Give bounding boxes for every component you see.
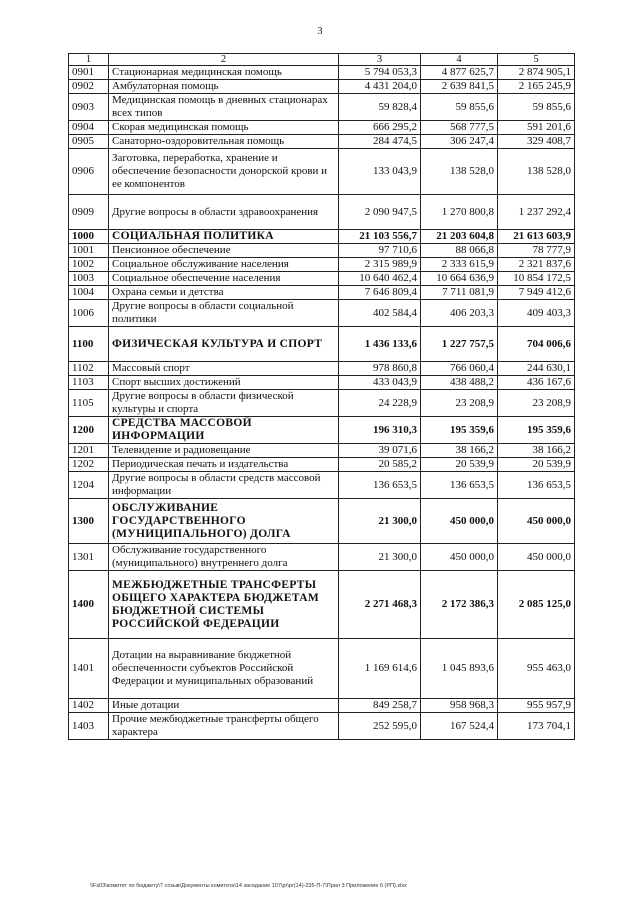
table-row (69, 300, 575, 327)
header-col-2: 2 (109, 54, 339, 66)
row-value-col5: 2 874 905,1 (498, 66, 575, 80)
budget-table (68, 53, 575, 740)
row-value-col5: 195 359,6 (498, 417, 575, 444)
row-value-col3: 21 300,0 (339, 544, 421, 571)
row-value-col5: 38 166,2 (498, 444, 575, 458)
row-code: 1102 (69, 362, 109, 376)
row-value-col4: 2 639 841,5 (421, 80, 498, 94)
row-value-col4: 7 711 081,9 (421, 286, 498, 300)
row-code: 1201 (69, 444, 109, 458)
row-value-col5: 955 957,9 (498, 699, 575, 713)
row-value-col4: 2 172 386,3 (421, 571, 498, 639)
row-code: 1301 (69, 544, 109, 571)
row-name: Прочие межбюджетные трансферты общего характера (109, 713, 339, 740)
row-name: Стационарная медицинская помощь (109, 66, 339, 80)
row-code: 1002 (69, 258, 109, 272)
row-value-col5: 2 165 245,9 (498, 80, 575, 94)
row-value-col3: 1 169 614,6 (339, 639, 421, 699)
file-path-footer: \\Fs03\комитет по бюджету\7 созыв\Документы комитета\14 заседание 107\pr\pr(14)-235-П-7\Прил 3 Приложение 6 (РП).xlsx (90, 883, 407, 889)
row-value-col4: 38 166,2 (421, 444, 498, 458)
row-name: Амбулаторная помощь (109, 80, 339, 94)
row-code: 0905 (69, 135, 109, 149)
table-row (69, 699, 575, 713)
table-row (69, 272, 575, 286)
row-value-col5: 59 855,6 (498, 94, 575, 121)
row-value-col3: 7 646 809,4 (339, 286, 421, 300)
table-row (69, 66, 575, 80)
row-code: 1400 (69, 571, 109, 639)
row-value-col5: 20 539,9 (498, 458, 575, 472)
row-code: 1100 (69, 327, 109, 362)
table-header-row (69, 54, 575, 66)
row-value-col4: 88 066,8 (421, 244, 498, 258)
row-value-col3: 252 595,0 (339, 713, 421, 740)
row-value-col3: 59 828,4 (339, 94, 421, 121)
row-code: 1003 (69, 272, 109, 286)
row-code: 1001 (69, 244, 109, 258)
row-value-col3: 284 474,5 (339, 135, 421, 149)
table-row (69, 149, 575, 195)
header-col-5: 5 (498, 54, 575, 66)
row-value-col3: 2 271 468,3 (339, 571, 421, 639)
table-row (69, 639, 575, 699)
row-value-col4: 306 247,4 (421, 135, 498, 149)
header-col-1: 1 (69, 54, 109, 66)
row-value-col3: 433 043,9 (339, 376, 421, 390)
row-code: 1204 (69, 472, 109, 499)
row-value-col3: 5 794 053,3 (339, 66, 421, 80)
row-value-col4: 406 203,3 (421, 300, 498, 327)
row-code: 0906 (69, 149, 109, 195)
row-name: Скорая медицинская помощь (109, 121, 339, 135)
table-row (69, 258, 575, 272)
row-value-col5: 450 000,0 (498, 499, 575, 544)
row-value-col5: 78 777,9 (498, 244, 575, 258)
row-name: Периодическая печать и издательства (109, 458, 339, 472)
row-value-col4: 21 203 604,8 (421, 230, 498, 244)
row-code: 0901 (69, 66, 109, 80)
row-code: 1105 (69, 390, 109, 417)
row-value-col4: 4 877 625,7 (421, 66, 498, 80)
row-value-col5: 138 528,0 (498, 149, 575, 195)
header-col-3: 3 (339, 54, 421, 66)
row-value-col5: 329 408,7 (498, 135, 575, 149)
row-name: Иные дотации (109, 699, 339, 713)
table-row (69, 94, 575, 121)
table-row (69, 362, 575, 376)
row-name: Дотации на выравнивание бюджетной обеспеченности субъектов Российской Федерации и муниципальных образований (109, 639, 339, 699)
row-value-col4: 2 333 615,9 (421, 258, 498, 272)
table-row (69, 444, 575, 458)
table-row (69, 286, 575, 300)
row-value-col4: 1 270 800,8 (421, 195, 498, 230)
table-row (69, 195, 575, 230)
row-value-col5: 955 463,0 (498, 639, 575, 699)
row-code: 1402 (69, 699, 109, 713)
row-name: Спорт высших достижений (109, 376, 339, 390)
row-value-col3: 20 585,2 (339, 458, 421, 472)
table-row (69, 121, 575, 135)
row-name: Социальное обеспечение населения (109, 272, 339, 286)
row-value-col3: 10 640 462,4 (339, 272, 421, 286)
row-value-col5: 704 006,6 (498, 327, 575, 362)
row-value-col5: 244 630,1 (498, 362, 575, 376)
row-value-col4: 59 855,6 (421, 94, 498, 121)
row-name: Пенсионное обеспечение (109, 244, 339, 258)
row-value-col3: 97 710,6 (339, 244, 421, 258)
row-value-col5: 436 167,6 (498, 376, 575, 390)
row-value-col4: 766 060,4 (421, 362, 498, 376)
row-value-col3: 1 436 133,6 (339, 327, 421, 362)
row-name: Другие вопросы в области физической культуры и спорта (109, 390, 339, 417)
row-code: 0909 (69, 195, 109, 230)
table-row (69, 244, 575, 258)
table-row (69, 472, 575, 499)
row-name: Массовый спорт (109, 362, 339, 376)
row-code: 1401 (69, 639, 109, 699)
row-name: МЕЖБЮДЖЕТНЫЕ ТРАНСФЕРТЫ ОБЩЕГО ХАРАКТЕРА БЮДЖЕТАМ БЮДЖЕТНОЙ СИСТЕМЫ РОССИЙСКОЙ ФЕДЕРАЦИИ (109, 571, 339, 639)
row-value-col4: 195 359,6 (421, 417, 498, 444)
row-value-col4: 10 664 636,9 (421, 272, 498, 286)
row-value-col4: 23 208,9 (421, 390, 498, 417)
table-section-row (69, 499, 575, 544)
row-value-col5: 7 949 412,6 (498, 286, 575, 300)
row-code: 1202 (69, 458, 109, 472)
row-code: 0903 (69, 94, 109, 121)
header-col-4: 4 (421, 54, 498, 66)
row-name: Обслуживание государственного (муниципального) внутреннего долга (109, 544, 339, 571)
row-value-col4: 136 653,5 (421, 472, 498, 499)
row-code: 1006 (69, 300, 109, 327)
row-code: 1004 (69, 286, 109, 300)
row-name: ОБСЛУЖИВАНИЕ ГОСУДАРСТВЕННОГО (МУНИЦИПАЛЬНОГО) ДОЛГА (109, 499, 339, 544)
table-row (69, 544, 575, 571)
row-code: 1403 (69, 713, 109, 740)
row-value-col3: 21 103 556,7 (339, 230, 421, 244)
row-value-col3: 849 258,7 (339, 699, 421, 713)
row-name: Социальное обслуживание населения (109, 258, 339, 272)
row-value-col5: 136 653,5 (498, 472, 575, 499)
row-name: СОЦИАЛЬНАЯ ПОЛИТИКА (109, 230, 339, 244)
row-name: Другие вопросы в области средств массовой информации (109, 472, 339, 499)
row-value-col4: 450 000,0 (421, 499, 498, 544)
row-code: 1300 (69, 499, 109, 544)
table-row (69, 458, 575, 472)
table-section-row (69, 230, 575, 244)
row-code: 0902 (69, 80, 109, 94)
row-code: 1200 (69, 417, 109, 444)
table-section-row (69, 327, 575, 362)
row-value-col3: 24 228,9 (339, 390, 421, 417)
row-value-col5: 21 613 603,9 (498, 230, 575, 244)
row-value-col3: 666 295,2 (339, 121, 421, 135)
row-value-col4: 1 227 757,5 (421, 327, 498, 362)
row-name: Охрана семьи и детства (109, 286, 339, 300)
row-value-col4: 167 524,4 (421, 713, 498, 740)
row-value-col5: 10 854 172,5 (498, 272, 575, 286)
table-row (69, 390, 575, 417)
row-value-col3: 39 071,6 (339, 444, 421, 458)
row-value-col4: 958 968,3 (421, 699, 498, 713)
row-value-col4: 568 777,5 (421, 121, 498, 135)
row-name: СРЕДСТВА МАССОВОЙ ИНФОРМАЦИИ (109, 417, 339, 444)
row-value-col4: 138 528,0 (421, 149, 498, 195)
row-code: 1000 (69, 230, 109, 244)
row-value-col3: 4 431 204,0 (339, 80, 421, 94)
row-value-col3: 21 300,0 (339, 499, 421, 544)
row-name: Другие вопросы в области здравоохранения (109, 195, 339, 230)
row-value-col5: 23 208,9 (498, 390, 575, 417)
row-value-col5: 2 085 125,0 (498, 571, 575, 639)
row-name: Телевидение и радиовещание (109, 444, 339, 458)
row-value-col3: 2 315 989,9 (339, 258, 421, 272)
row-value-col5: 591 201,6 (498, 121, 575, 135)
row-name: ФИЗИЧЕСКАЯ КУЛЬТУРА И СПОРТ (109, 327, 339, 362)
row-name: Медицинская помощь в дневных стационарах всех типов (109, 94, 339, 121)
row-value-col5: 173 704,1 (498, 713, 575, 740)
table-section-row (69, 571, 575, 639)
row-value-col3: 978 860,8 (339, 362, 421, 376)
row-value-col3: 402 584,4 (339, 300, 421, 327)
table-row (69, 376, 575, 390)
row-name: Другие вопросы в области социальной политики (109, 300, 339, 327)
row-code: 0904 (69, 121, 109, 135)
row-value-col3: 196 310,3 (339, 417, 421, 444)
row-value-col4: 20 539,9 (421, 458, 498, 472)
row-value-col3: 133 043,9 (339, 149, 421, 195)
row-value-col3: 2 090 947,5 (339, 195, 421, 230)
row-value-col5: 2 321 837,6 (498, 258, 575, 272)
row-value-col3: 136 653,5 (339, 472, 421, 499)
row-value-col5: 450 000,0 (498, 544, 575, 571)
row-value-col4: 1 045 893,6 (421, 639, 498, 699)
table-section-row (69, 417, 575, 444)
row-value-col5: 1 237 292,4 (498, 195, 575, 230)
page-number: 3 (317, 26, 323, 37)
row-value-col5: 409 403,3 (498, 300, 575, 327)
row-code: 1103 (69, 376, 109, 390)
row-name: Заготовка, переработка, хранение и обеспечение безопасности донорской крови и ее компонентов (109, 149, 339, 195)
row-value-col4: 450 000,0 (421, 544, 498, 571)
table-row (69, 713, 575, 740)
table-row (69, 80, 575, 94)
row-name: Санаторно-оздоровительная помощь (109, 135, 339, 149)
row-value-col4: 438 488,2 (421, 376, 498, 390)
table-row (69, 135, 575, 149)
